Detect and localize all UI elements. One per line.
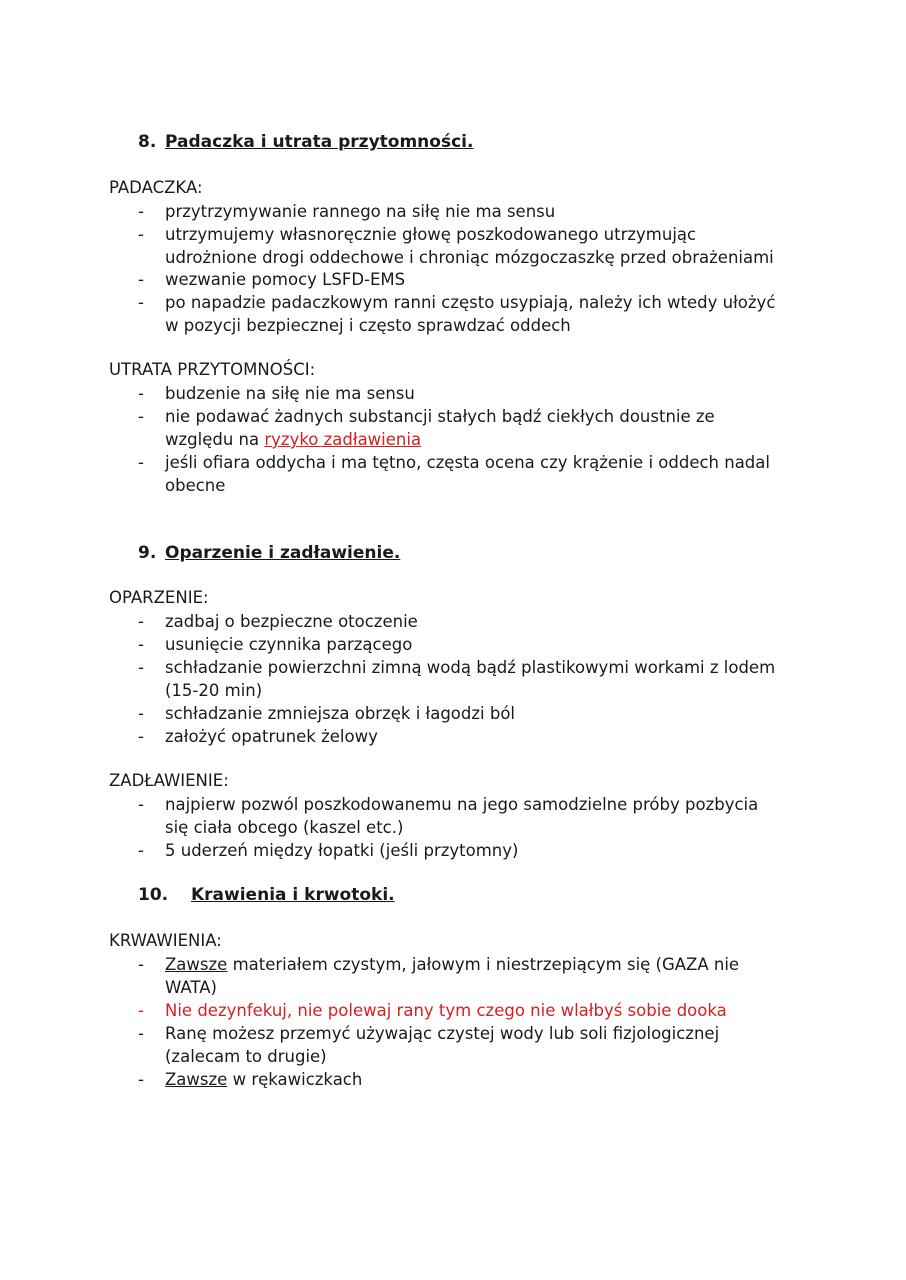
list-item-line: schładzanie powierzchni zimną wodą bądź plastikowymi workami z lodem <box>165 658 776 677</box>
list-item-text <box>165 1068 362 1091</box>
bullet-dash: - <box>138 453 144 472</box>
list-item-text <box>165 953 739 999</box>
list-item-fragment: względu na <box>165 430 265 449</box>
list-item-line: udrożnione drogi oddechowe i chroniąc mózgoczaszkę przed obrażeniami <box>165 248 774 267</box>
choking-risk-link[interactable]: ryzyko zadławienia <box>264 430 422 449</box>
list-item-text <box>165 1022 719 1068</box>
bullet-dash: - <box>138 1070 144 1089</box>
bullet-dash: - <box>138 202 144 221</box>
list-item-text <box>165 405 715 451</box>
list-item-line: jeśli ofiara oddycha i ma tętno, częsta ocena czy krążenie i oddech nadal <box>165 453 770 472</box>
emphasis-always: Zawsze <box>165 955 228 974</box>
bullet-dash: - <box>138 384 144 403</box>
section-9-number: 9. <box>138 543 157 563</box>
list-item-line <box>165 953 739 976</box>
section-8-title: Padaczka i utrata przytomności. <box>165 132 474 152</box>
bullet-dash: - <box>138 841 144 860</box>
bullet-dash: - <box>138 727 144 746</box>
section-8-heading <box>138 131 473 153</box>
list-item-line: po napadzie padaczkowym ranni często usypiają, należy ich wtedy ułożyć <box>165 293 776 312</box>
list-item-fragment: w rękawiczkach <box>227 1070 363 1089</box>
list-item-text <box>165 656 775 702</box>
list-item-line: (15-20 min) <box>165 681 263 700</box>
section-10-number: 10. <box>138 885 169 905</box>
list-item-line: się ciała obcego (kaszel etc.) <box>165 818 404 837</box>
list-item-text <box>165 223 774 269</box>
list-item-line: Ranę możesz przemyć używając czystej wody lub soli fizjologicznej <box>165 1024 720 1043</box>
list-item-text <box>165 291 775 337</box>
list-item-text: wezwanie pomocy LSFD-EMS <box>165 270 406 289</box>
list-item-line: obecne <box>165 476 226 495</box>
bullet-dash: - <box>138 658 144 677</box>
list-item-text: schładzanie zmniejsza obrzęk i łagodzi ból <box>165 704 516 723</box>
list-item-text: zadbaj o bezpieczne otoczenie <box>165 612 418 631</box>
list-item-line: najpierw pozwól poszkodowanemu na jego samodzielne próby pozbycia <box>165 795 759 814</box>
oparzenie-label: OPARZENIE: <box>109 588 209 607</box>
list-item-line: utrzymujemy własnoręcznie głowę poszkodowanego utrzymując <box>165 225 697 244</box>
list-item-fragment: materiałem czystym, jałowym i niestrzepiącym się (GAZA nie <box>227 955 740 974</box>
bullet-dash: - <box>138 293 144 312</box>
list-item-text <box>165 451 770 497</box>
list-item-text: usunięcie czynnika parzącego <box>165 635 413 654</box>
bullet-dash: - <box>138 612 144 631</box>
bullet-dash: - <box>138 1001 144 1020</box>
list-item-text: założyć opatrunek żelowy <box>165 727 378 746</box>
bullet-dash: - <box>138 225 144 244</box>
zadlawienie-label: ZADŁAWIENIE: <box>109 771 229 790</box>
section-8-number: 8. <box>138 132 157 152</box>
bullet-dash: - <box>138 955 144 974</box>
section-9-heading <box>138 542 400 564</box>
padaczka-label: PADACZKA: <box>109 178 203 197</box>
bullet-dash: - <box>138 407 144 426</box>
bullet-dash: - <box>138 635 144 654</box>
list-item-text: przytrzymywanie rannego na siłę nie ma sensu <box>165 202 556 221</box>
list-item-text: 5 uderzeń między łopatki (jeśli przytomny) <box>165 841 519 860</box>
utrata-label: UTRATA PRZYTOMNOŚCI: <box>109 360 316 379</box>
emphasis-always: Zawsze <box>165 1070 228 1089</box>
bullet-dash: - <box>138 795 144 814</box>
list-item-line: nie podawać żadnych substancji stałych bądź ciekłych doustnie ze <box>165 407 715 426</box>
bullet-dash: - <box>138 270 144 289</box>
list-item-line <box>165 428 715 451</box>
section-10-title: Krawienia i krwotoki. <box>191 885 395 905</box>
section-9-title: Oparzenie i zadławienie. <box>165 543 401 563</box>
bullet-dash: - <box>138 1024 144 1043</box>
list-item-line: (zalecam to drugie) <box>165 1047 327 1066</box>
list-item-text: budzenie na siłę nie ma sensu <box>165 384 415 403</box>
section-10-heading <box>138 884 395 906</box>
list-item-line: WATA) <box>165 978 217 997</box>
list-item-line: w pozycji bezpiecznej i często sprawdzać oddech <box>165 316 571 335</box>
bullet-dash: - <box>138 704 144 723</box>
list-item-text: Nie dezynfekuj, nie polewaj rany tym czego nie wlałbyś sobie dooka <box>165 1001 727 1020</box>
krwawienia-label: KRWAWIENIA: <box>109 931 222 950</box>
list-item-text <box>165 793 758 839</box>
